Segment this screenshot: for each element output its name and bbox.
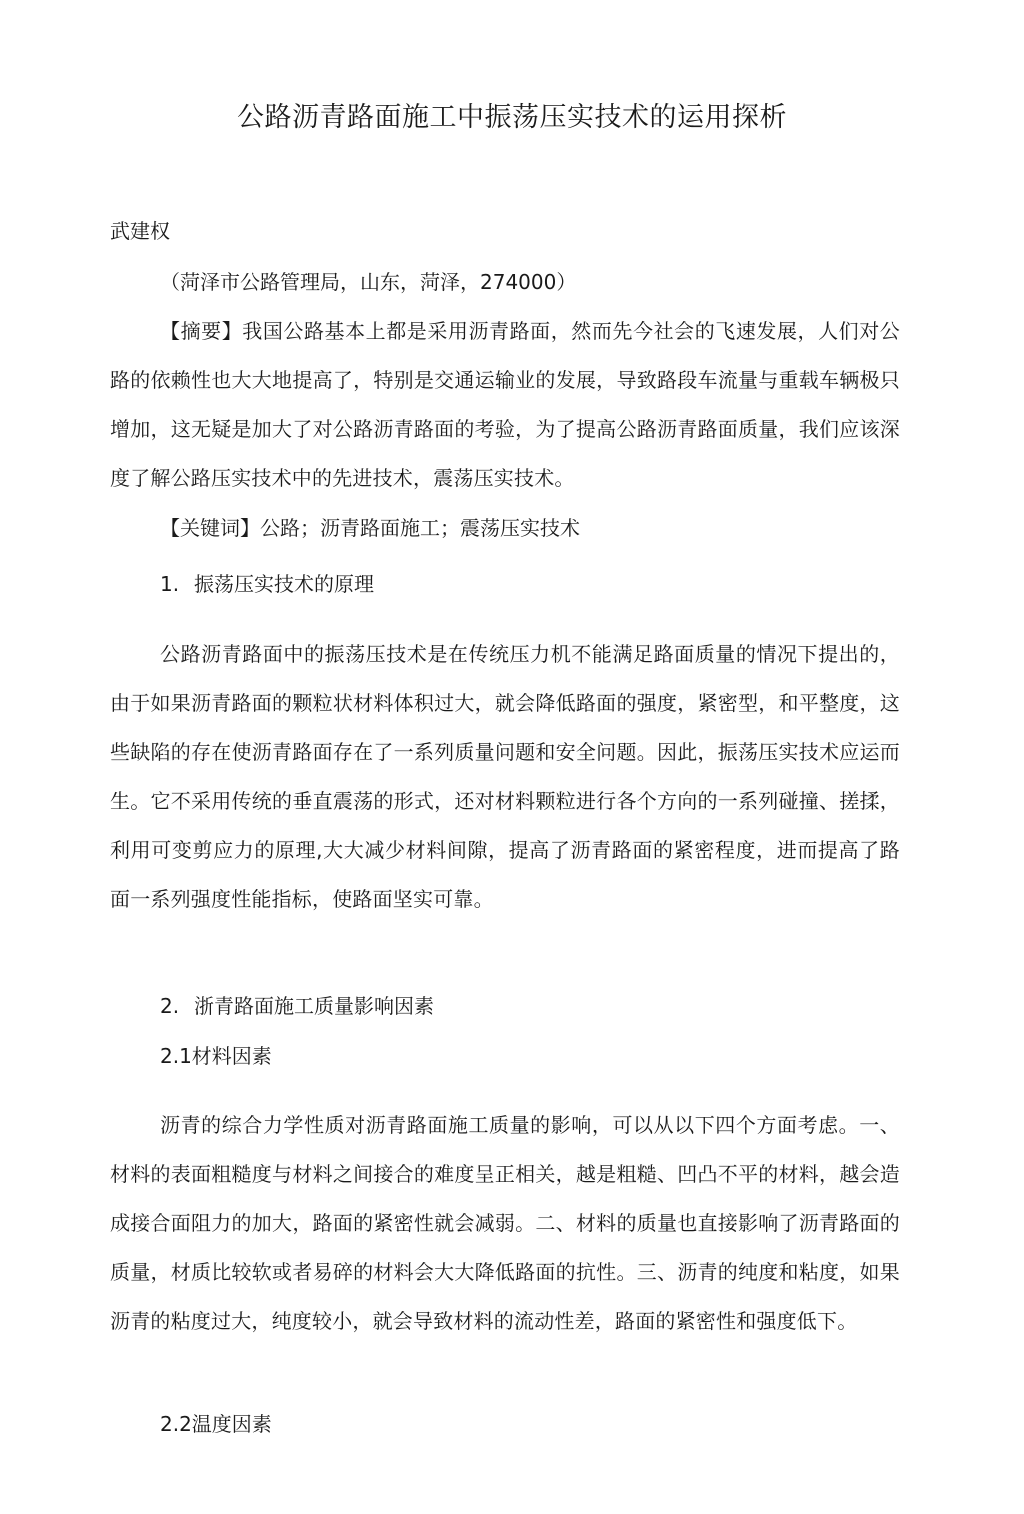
keywords-line: 【关键词】公路；沥青路面施工；震荡压实技术 — [160, 516, 580, 540]
section-2-title: 浙青路面施工质量影响因素 — [194, 994, 434, 1018]
subsection-2-1-heading: 2.1材料因素 — [160, 1044, 272, 1068]
section-1-number: 1. — [160, 572, 180, 596]
section-2-number: 2. — [160, 994, 180, 1018]
author-name: 武建权 — [110, 219, 170, 243]
paper-title: 公路沥青路面施工中振荡压实技术的运用探析 — [237, 102, 787, 133]
author-affiliation: （菏泽市公路管理局，山东，菏泽，274000） — [160, 270, 577, 294]
section-1-heading — [160, 569, 374, 599]
section-2-heading — [160, 991, 434, 1021]
section-1-paragraph: 公路沥青路面中的振荡压技术是在传统压力机不能满足路面质量的情况下提出的，由于如果沥青路面的颗粒状材料体积过大，就会降低路面的强度，紧密型，和平整度，这些缺陷的存在使沥青路面存在了一系列质量问题和安全问题。因此，振荡压实技术应运而生。它不采用传统的垂直震荡的形式，还对材料颗粒进行各个方向的一系列碰撞、搓揉，利用可变剪应力的原理,大大减少材料间隙，提高了沥青路面的紧密程度，进而提高了路面一系列强度性能指标，使路面坚实可靠。 — [110, 642, 900, 911]
subsection-2-2-heading: 2.2温度因素 — [160, 1412, 272, 1436]
abstract-paragraph: 【摘要】我国公路基本上都是采用沥青路面，然而先今社会的飞速发展，人们对公路的依赖性也大大地提高了，特别是交通运输业的发展，导致路段车流量与重载车辆极只增加，这无疑是加大了对公路沥青路面的考验，为了提高公路沥青路面质量，我们应该深度了解公路压实技术中的先进技术，震荡压实技术。 — [110, 319, 900, 490]
section-1-title: 振荡压实技术的原理 — [194, 572, 374, 596]
subsection-2-1-paragraph: 沥青的综合力学性质对沥青路面施工质量的影响，可以从以下四个方面考虑。一、材料的表面粗糙度与材料之间接合的难度呈正相关，越是粗糙、凹凸不平的材料，越会造成接合面阻力的加大，路面的紧密性就会减弱。二、材料的质量也直接影响了沥青路面的质量，材质比较软或者易碎的材料会大大降低路面的抗性。三、沥青的纯度和粘度，如果沥青的粘度过大，纯度较小，就会导致材料的流动性差，路面的紧密性和强度低下。 — [110, 1113, 900, 1333]
